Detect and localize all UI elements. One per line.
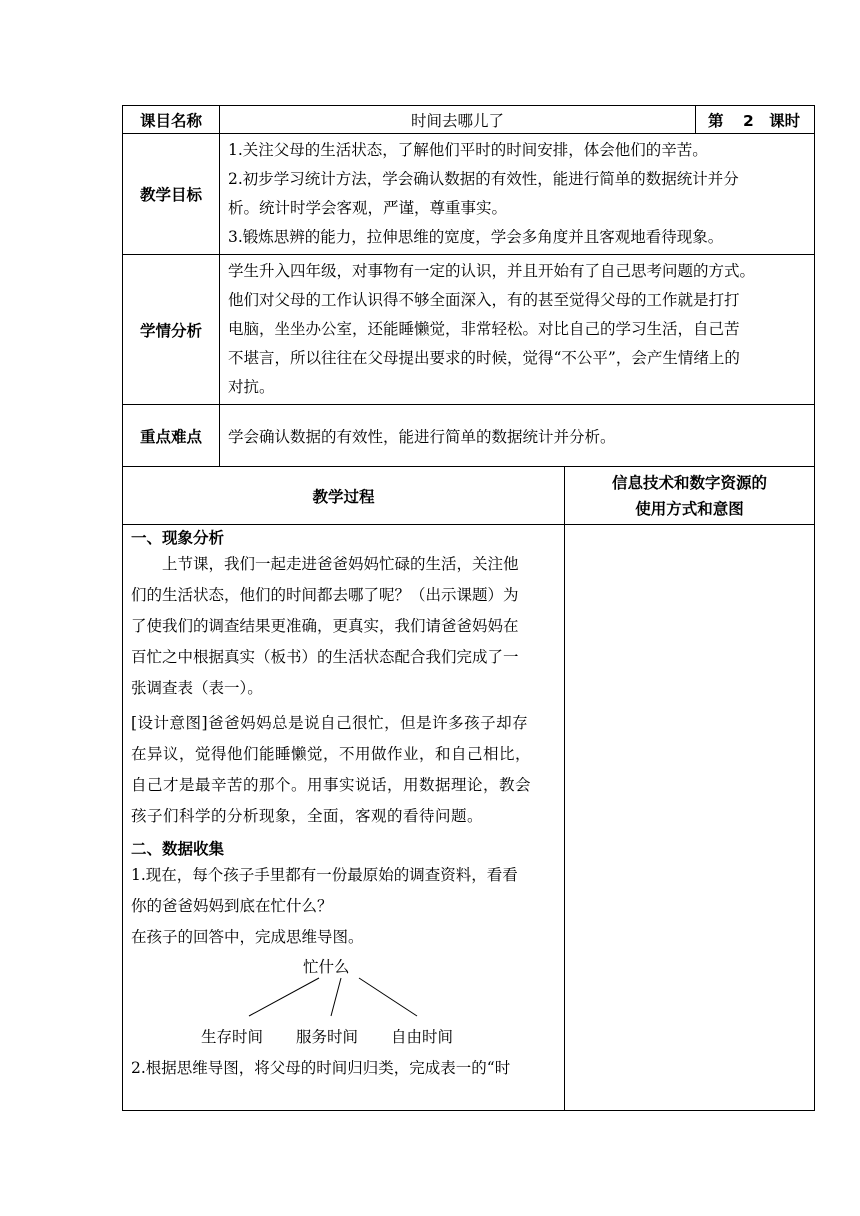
goals-row xyxy=(123,134,815,255)
design-intent-line: 在异议，觉得他们能睡懒觉，不用做作业，和自己相比， xyxy=(131,745,532,763)
analysis-line: 他们对父母的工作认识得不够全面深入，有的甚至觉得父母的工作就是打打 xyxy=(228,291,740,309)
section1-title: 一、现象分析 xyxy=(131,529,225,547)
analysis-content xyxy=(220,255,815,405)
key-points-text: 学会确认数据的有效性，能进行简单的数据统计并分析。 xyxy=(220,405,815,467)
section1-line: 们的生活状态，他们的时间都去哪了呢？（出示课题）为 xyxy=(131,586,519,604)
section1-line: 张调查表（表一）。 xyxy=(131,679,263,697)
mind-map-child: 生存时间 xyxy=(201,1028,264,1046)
subject-label: 课目名称 xyxy=(123,106,220,134)
analysis-row xyxy=(123,255,815,405)
goal-line: 2.初步学习统计方法，学会确认数据的有效性，能进行简单的数据统计并分 xyxy=(228,170,739,188)
goal-line: 1.关注父母的生活状态，了解他们平时的时间安排，体会他们的辛苦。 xyxy=(228,141,708,159)
lesson-suffix: 课时 xyxy=(769,111,801,130)
analysis-line: 对抗。 xyxy=(228,378,275,396)
lesson-plan-table xyxy=(122,105,815,1111)
section2-title: 二、数据收集 xyxy=(131,840,225,858)
process-header-right-line1: 信息技术和数字资源的 xyxy=(612,473,768,492)
design-intent-line: 自己才是最辛苦的那个。用事实说话，用数据理论，教会 xyxy=(131,776,532,794)
analysis-label: 学情分析 xyxy=(123,255,220,405)
key-points-row xyxy=(123,405,815,467)
goals-label: 教学目标 xyxy=(123,134,220,255)
goal-line: 3.锻炼思辨的能力，拉伸思维的宽度，学会多角度并且客观地看待现象。 xyxy=(228,228,724,246)
lesson-plan-document xyxy=(122,105,814,1111)
process-header-right-line2: 使用方式和意图 xyxy=(635,499,744,518)
section2-line: 你的爸爸妈妈到底在忙什么？ xyxy=(131,897,333,915)
goal-line: 析。统计时学会客观，严谨，尊重事实。 xyxy=(228,199,508,217)
key-points-label: 重点难点 xyxy=(123,405,220,467)
analysis-line: 不堪言，所以往往在父母提出要求的时候，觉得“不公平”，会产生情绪上的 xyxy=(228,349,740,367)
resources-cell xyxy=(565,525,815,1111)
lesson-prefix: 第 xyxy=(708,111,724,130)
process-header-left: 教学过程 xyxy=(123,467,565,525)
analysis-line: 学生升入四年级，对事物有一定的认识，并且开始有了自己思考问题的方式。 xyxy=(228,262,756,280)
section1-line: 上节课，我们一起走进爸爸妈妈忙碌的生活，关注他 xyxy=(162,555,519,573)
mind-map-child: 服务时间 xyxy=(296,1028,359,1046)
design-intent-line: 孩子们科学的分析现象，全面，客观的看待问题。 xyxy=(131,807,484,825)
section2-line: 1.现在，每个孩子手里都有一份最原始的调查资料，看看 xyxy=(131,866,518,884)
mind-map-child: 自由时间 xyxy=(391,1028,454,1046)
process-header-row xyxy=(123,467,815,525)
process-header-right xyxy=(565,467,815,525)
section1-line: 百忙之中根据真实（板书）的生活状态配合我们完成了一 xyxy=(131,648,519,666)
section2-tail: 2.根据思维导图，将父母的时间归归类，完成表一的“时 xyxy=(131,1059,511,1077)
lesson-number: 2 xyxy=(742,111,754,130)
subject-title: 时间去哪儿了 xyxy=(220,106,696,134)
process-body-row xyxy=(123,525,815,1111)
section1-line: 了使我们的调查结果更准确，更真实，我们请爸爸妈妈在 xyxy=(131,617,519,635)
analysis-line: 电脑，坐坐办公室，还能睡懒觉，非常轻松。对比自己的学习生活，自己苦 xyxy=(228,320,740,338)
goals-content xyxy=(220,134,815,255)
mind-map-root: 忙什么 xyxy=(303,958,350,976)
mind-map xyxy=(131,953,558,1053)
section2-line: 在孩子的回答中，完成思维导图。 xyxy=(131,928,364,946)
design-intent-line: [设计意图]爸爸妈妈总是说自己很忙，但是许多孩子却存 xyxy=(131,714,529,732)
lesson-number-cell xyxy=(696,106,815,134)
process-content xyxy=(123,525,565,1111)
header-row xyxy=(123,106,815,134)
